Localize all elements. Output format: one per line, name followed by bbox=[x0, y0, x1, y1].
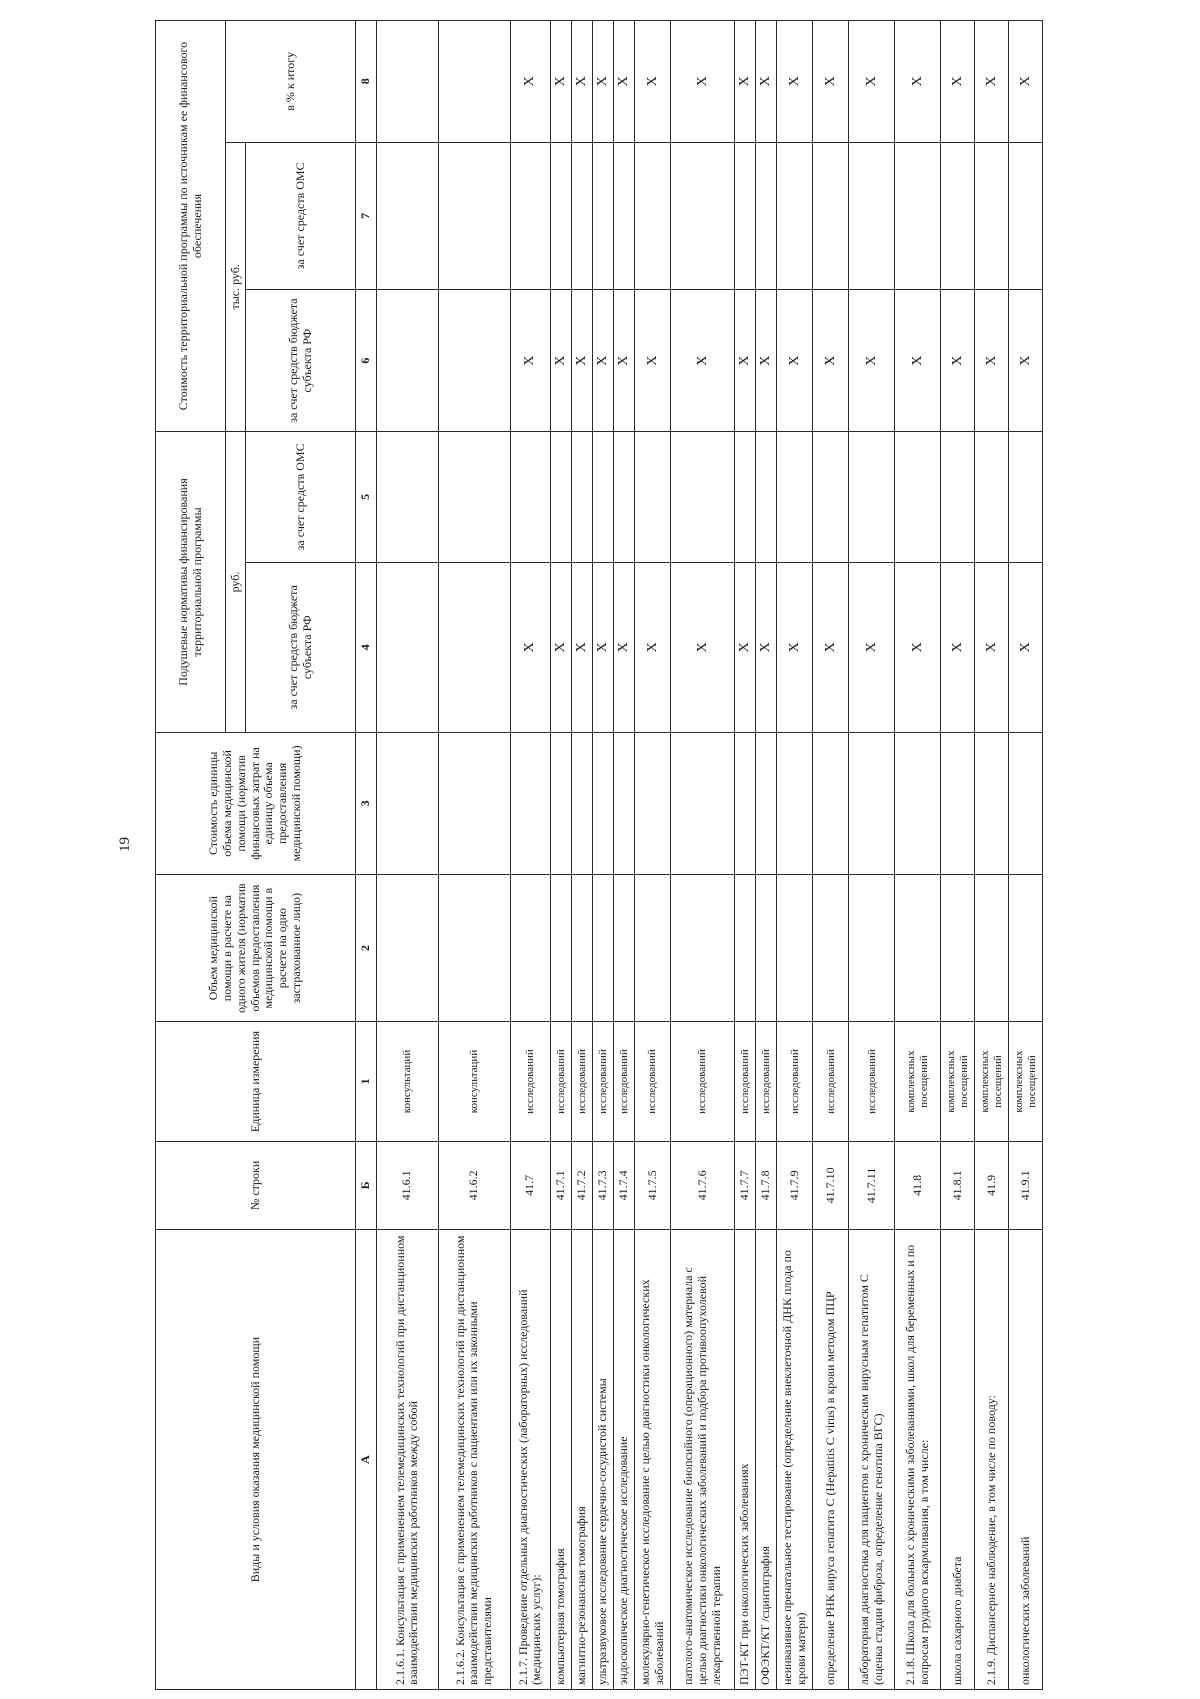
row-budget-per-capita: X bbox=[635, 562, 671, 732]
row-volume bbox=[592, 874, 613, 1022]
row-name: школа сахарного диабета bbox=[941, 1230, 975, 1690]
row-oms-cost bbox=[777, 142, 813, 290]
row-line-number: 41.7.6 bbox=[671, 1141, 735, 1230]
row-volume bbox=[813, 874, 849, 1022]
row-unit-cost bbox=[777, 732, 813, 874]
row-unit: комплексных посещений bbox=[941, 1022, 975, 1141]
row-oms-cost bbox=[614, 142, 635, 290]
row-volume bbox=[777, 874, 813, 1022]
row-line-number: 41.6.2 bbox=[438, 1141, 510, 1230]
row-percent: X bbox=[941, 21, 975, 143]
row-unit-cost bbox=[550, 732, 571, 874]
colnum-5: 5 bbox=[356, 432, 377, 563]
rotated-table-container bbox=[155, 20, 1165, 1690]
colnum-2: 2 bbox=[356, 874, 377, 1022]
row-oms-per-capita bbox=[635, 432, 671, 563]
row-unit: исследований bbox=[571, 1022, 592, 1141]
row-unit: исследований bbox=[550, 1022, 571, 1141]
row-oms-cost bbox=[438, 142, 510, 290]
header-col-4: за счет средств бюджета субъекта РФ bbox=[246, 562, 356, 732]
row-unit-cost bbox=[813, 732, 849, 874]
row-budget-per-capita: X bbox=[849, 562, 895, 732]
row-percent: X bbox=[849, 21, 895, 143]
row-unit: исследований bbox=[671, 1022, 735, 1141]
row-unit-cost bbox=[671, 732, 735, 874]
row-oms-cost bbox=[550, 142, 571, 290]
row-oms-cost bbox=[1009, 142, 1043, 290]
table-row bbox=[614, 21, 635, 1690]
row-volume bbox=[1009, 874, 1043, 1022]
header-group-45: Подушевые нормативы финансирования территориальной программы bbox=[156, 432, 226, 733]
row-name: 2.1.6.2. Консультация с применением телемедицинских технологий при дистанционном взаимодействии медицинских работников с пациентами или их законными представителями bbox=[438, 1230, 510, 1690]
colnum-b: Б bbox=[356, 1141, 377, 1230]
row-budget-cost: X bbox=[735, 290, 756, 432]
row-line-number: 41.7.10 bbox=[813, 1141, 849, 1230]
colnum-4: 4 bbox=[356, 562, 377, 732]
row-unit-cost bbox=[941, 732, 975, 874]
row-volume bbox=[510, 874, 550, 1022]
table-row bbox=[571, 21, 592, 1690]
table-row bbox=[376, 21, 438, 1690]
row-percent: X bbox=[550, 21, 571, 143]
header-col-8: в % к итогу bbox=[226, 21, 356, 143]
row-budget-cost: X bbox=[895, 290, 941, 432]
row-budget-cost: X bbox=[510, 290, 550, 432]
row-line-number: 41.8 bbox=[895, 1141, 941, 1230]
row-name: ультразвуковое исследование сердечно-сосудистой системы bbox=[592, 1230, 613, 1690]
table-row bbox=[592, 21, 613, 1690]
header-unit-67: тыс. руб. bbox=[226, 142, 246, 432]
row-oms-per-capita bbox=[671, 432, 735, 563]
row-unit: исследований bbox=[756, 1022, 777, 1141]
row-percent: X bbox=[592, 21, 613, 143]
row-unit: исследований bbox=[635, 1022, 671, 1141]
row-oms-cost bbox=[635, 142, 671, 290]
row-unit: исследований bbox=[614, 1022, 635, 1141]
row-volume bbox=[571, 874, 592, 1022]
header-group-678: Стоимость территориальной программы по источникам ее финансового обеспечения bbox=[156, 21, 226, 432]
row-oms-cost bbox=[735, 142, 756, 290]
row-oms-cost bbox=[941, 142, 975, 290]
row-budget-per-capita: X bbox=[1009, 562, 1043, 732]
row-oms-per-capita bbox=[895, 432, 941, 563]
table-row bbox=[849, 21, 895, 1690]
table-row bbox=[941, 21, 975, 1690]
row-budget-per-capita: X bbox=[550, 562, 571, 732]
table-row bbox=[438, 21, 510, 1690]
row-unit: исследований bbox=[735, 1022, 756, 1141]
row-unit-cost bbox=[895, 732, 941, 874]
row-oms-cost bbox=[571, 142, 592, 290]
row-oms-per-capita bbox=[735, 432, 756, 563]
row-line-number: 41.7.2 bbox=[571, 1141, 592, 1230]
row-budget-per-capita: X bbox=[735, 562, 756, 732]
row-unit: комплексных посещений bbox=[895, 1022, 941, 1141]
row-unit: комплексных посещений bbox=[1009, 1022, 1043, 1141]
row-name: молекулярно-генетическое исследование с целью диагностики онкологических заболеваний bbox=[635, 1230, 671, 1690]
row-unit-cost bbox=[1009, 732, 1043, 874]
colnum-6: 6 bbox=[356, 290, 377, 432]
row-oms-per-capita bbox=[941, 432, 975, 563]
row-unit-cost bbox=[510, 732, 550, 874]
row-volume bbox=[975, 874, 1009, 1022]
row-budget-cost: X bbox=[941, 290, 975, 432]
row-volume bbox=[635, 874, 671, 1022]
row-budget-per-capita bbox=[438, 562, 510, 732]
row-budget-per-capita: X bbox=[671, 562, 735, 732]
row-oms-per-capita bbox=[550, 432, 571, 563]
row-budget-cost: X bbox=[813, 290, 849, 432]
row-line-number: 41.7.7 bbox=[735, 1141, 756, 1230]
header-col-2: Объем медицинской помощи в расчете на одного жителя (норматив объемов предоставления медицинской помощи в расчете на одно застрахованное лицо) bbox=[156, 874, 356, 1022]
row-unit: исследований bbox=[592, 1022, 613, 1141]
row-unit-cost bbox=[849, 732, 895, 874]
row-line-number: 41.7.4 bbox=[614, 1141, 635, 1230]
row-budget-cost: X bbox=[571, 290, 592, 432]
row-budget-cost: X bbox=[635, 290, 671, 432]
table-row bbox=[813, 21, 849, 1690]
row-percent bbox=[438, 21, 510, 143]
colnum-a: А bbox=[356, 1230, 377, 1690]
row-budget-per-capita: X bbox=[941, 562, 975, 732]
row-budget-cost: X bbox=[756, 290, 777, 432]
row-line-number: 41.7.5 bbox=[635, 1141, 671, 1230]
row-budget-cost: X bbox=[550, 290, 571, 432]
row-budget-per-capita: X bbox=[510, 562, 550, 732]
row-budget-cost: X bbox=[777, 290, 813, 432]
row-line-number: 41.7 bbox=[510, 1141, 550, 1230]
row-unit-cost bbox=[975, 732, 1009, 874]
row-percent bbox=[376, 21, 438, 143]
row-percent: X bbox=[1009, 21, 1043, 143]
row-unit: консультаций bbox=[438, 1022, 510, 1141]
row-budget-per-capita: X bbox=[895, 562, 941, 732]
row-unit-cost bbox=[756, 732, 777, 874]
row-oms-cost bbox=[895, 142, 941, 290]
row-volume bbox=[376, 874, 438, 1022]
row-percent: X bbox=[671, 21, 735, 143]
row-unit: комплексных посещений bbox=[975, 1022, 1009, 1141]
row-oms-cost bbox=[592, 142, 613, 290]
row-volume bbox=[895, 874, 941, 1022]
table-row bbox=[635, 21, 671, 1690]
row-unit-cost bbox=[735, 732, 756, 874]
row-unit: исследований bbox=[510, 1022, 550, 1141]
financing-table bbox=[155, 20, 1043, 1690]
header-unit-45: руб. bbox=[226, 432, 246, 733]
row-oms-cost bbox=[510, 142, 550, 290]
colnum-8: 8 bbox=[356, 21, 377, 143]
row-budget-per-capita: X bbox=[975, 562, 1009, 732]
row-line-number: 41.7.9 bbox=[777, 1141, 813, 1230]
row-line-number: 41.9 bbox=[975, 1141, 1009, 1230]
row-budget-cost bbox=[438, 290, 510, 432]
row-name: 2.1.6.1. Консультация с применением телемедицинских технологий при дистанционном взаимодействии медицинских работников между собой bbox=[376, 1230, 438, 1690]
row-budget-per-capita: X bbox=[756, 562, 777, 732]
table-row bbox=[975, 21, 1009, 1690]
colnum-7: 7 bbox=[356, 142, 377, 290]
row-oms-per-capita bbox=[614, 432, 635, 563]
row-oms-cost bbox=[975, 142, 1009, 290]
table-row bbox=[756, 21, 777, 1690]
row-name: магнитно-резонансная томография bbox=[571, 1230, 592, 1690]
table-row bbox=[1009, 21, 1043, 1690]
table-row bbox=[735, 21, 756, 1690]
row-line-number: 41.7.1 bbox=[550, 1141, 571, 1230]
row-oms-cost bbox=[813, 142, 849, 290]
row-percent: X bbox=[975, 21, 1009, 143]
row-name: 2.1.7. Проведение отдельных диагностических (лабораторных) исследований (медицинских услуг): bbox=[510, 1230, 550, 1690]
row-budget-per-capita: X bbox=[777, 562, 813, 732]
row-name: эндоскопическое диагностическое исследование bbox=[614, 1230, 635, 1690]
header-col-3: Стоимость единицы объема медицинской помощи (норматив финансовых затрат на единицу объема предоставления медицинской помощи) bbox=[156, 732, 356, 874]
row-oms-per-capita bbox=[510, 432, 550, 563]
row-percent: X bbox=[635, 21, 671, 143]
row-budget-per-capita bbox=[376, 562, 438, 732]
row-volume bbox=[756, 874, 777, 1022]
row-unit: исследований bbox=[849, 1022, 895, 1141]
header-col-1: Единица измерения bbox=[156, 1022, 356, 1141]
row-budget-cost: X bbox=[592, 290, 613, 432]
row-percent: X bbox=[895, 21, 941, 143]
row-budget-cost bbox=[376, 290, 438, 432]
row-oms-per-capita bbox=[777, 432, 813, 563]
table-row bbox=[550, 21, 571, 1690]
row-oms-per-capita bbox=[1009, 432, 1043, 563]
row-oms-per-capita bbox=[376, 432, 438, 563]
row-oms-cost bbox=[756, 142, 777, 290]
row-budget-cost: X bbox=[1009, 290, 1043, 432]
row-oms-per-capita bbox=[438, 432, 510, 563]
page-number: 19 bbox=[117, 837, 133, 852]
row-volume bbox=[438, 874, 510, 1022]
row-budget-per-capita: X bbox=[614, 562, 635, 732]
row-budget-cost: X bbox=[849, 290, 895, 432]
row-budget-per-capita: X bbox=[571, 562, 592, 732]
row-unit: исследований bbox=[813, 1022, 849, 1141]
row-budget-per-capita: X bbox=[813, 562, 849, 732]
row-budget-per-capita: X bbox=[592, 562, 613, 732]
row-percent: X bbox=[571, 21, 592, 143]
header-col-5: за счет средств ОМС bbox=[246, 432, 356, 563]
row-oms-cost bbox=[671, 142, 735, 290]
row-oms-per-capita bbox=[571, 432, 592, 563]
row-name: лабораторная диагностика для пациентов с хроническим вирусным гепатитом С (оценка стадии фиброза, определение генотипа ВГС) bbox=[849, 1230, 895, 1690]
table-row bbox=[671, 21, 735, 1690]
table-row bbox=[895, 21, 941, 1690]
row-line-number: 41.7.3 bbox=[592, 1141, 613, 1230]
row-percent: X bbox=[510, 21, 550, 143]
row-name: ПЭТ-КТ при онкологических заболеваниях bbox=[735, 1230, 756, 1690]
row-unit-cost bbox=[614, 732, 635, 874]
row-name: определение РНК вируса гепатита С (Hepatitis C virus) в крови методом ПЦР bbox=[813, 1230, 849, 1690]
row-percent: X bbox=[777, 21, 813, 143]
row-volume bbox=[550, 874, 571, 1022]
header-col-b: № строки bbox=[156, 1141, 356, 1230]
row-name: 2.1.9. Диспансерное наблюдение, в том числе по поводу: bbox=[975, 1230, 1009, 1690]
header-col-6: за счет средств бюджета субъекта РФ bbox=[246, 290, 356, 432]
row-unit-cost bbox=[571, 732, 592, 874]
row-name: 2.1.8. Школа для больных с хроническими заболеваниями, школ для беременных и по вопросам грудного вскармливания, в том числе: bbox=[895, 1230, 941, 1690]
row-line-number: 41.9.1 bbox=[1009, 1141, 1043, 1230]
row-oms-per-capita bbox=[975, 432, 1009, 563]
row-budget-cost: X bbox=[975, 290, 1009, 432]
row-oms-per-capita bbox=[849, 432, 895, 563]
row-name: патолого-анатомическое исследование биопсийного (операционного) материала с целью диагностики онкологических заболеваний и подбора противоопухолевой лекарственной терапии bbox=[671, 1230, 735, 1690]
row-line-number: 41.7.8 bbox=[756, 1141, 777, 1230]
table-body bbox=[376, 21, 1043, 1690]
row-unit-cost bbox=[592, 732, 613, 874]
row-volume bbox=[849, 874, 895, 1022]
header-col-a: Виды и условия оказания медицинской помощи bbox=[156, 1230, 356, 1690]
row-budget-cost: X bbox=[671, 290, 735, 432]
row-percent: X bbox=[756, 21, 777, 143]
row-name: онкологических заболеваний bbox=[1009, 1230, 1043, 1690]
header-col-7: за счет средств ОМС bbox=[246, 142, 356, 290]
colnum-1: 1 bbox=[356, 1022, 377, 1141]
row-budget-cost: X bbox=[614, 290, 635, 432]
row-name: ОФЭКТ/КТ /сцинтиграфия bbox=[756, 1230, 777, 1690]
row-oms-per-capita bbox=[813, 432, 849, 563]
row-unit-cost bbox=[635, 732, 671, 874]
row-volume bbox=[941, 874, 975, 1022]
row-percent: X bbox=[735, 21, 756, 143]
row-oms-per-capita bbox=[592, 432, 613, 563]
row-oms-per-capita bbox=[756, 432, 777, 563]
row-volume bbox=[735, 874, 756, 1022]
row-line-number: 41.6.1 bbox=[376, 1141, 438, 1230]
row-name: компьютерная томография bbox=[550, 1230, 571, 1690]
table-row bbox=[510, 21, 550, 1690]
row-volume bbox=[671, 874, 735, 1022]
row-oms-cost bbox=[849, 142, 895, 290]
row-name: неинвазивное пренатальное тестирование (определение внеклеточной ДНК плода по крови матери) bbox=[777, 1230, 813, 1690]
row-line-number: 41.7.11 bbox=[849, 1141, 895, 1230]
row-unit: исследований bbox=[777, 1022, 813, 1141]
row-percent: X bbox=[813, 21, 849, 143]
row-unit-cost bbox=[376, 732, 438, 874]
row-unit-cost bbox=[438, 732, 510, 874]
row-percent: X bbox=[614, 21, 635, 143]
row-oms-cost bbox=[376, 142, 438, 290]
colnum-3: 3 bbox=[356, 732, 377, 874]
row-line-number: 41.8.1 bbox=[941, 1141, 975, 1230]
row-unit: консультаций bbox=[376, 1022, 438, 1141]
row-volume bbox=[614, 874, 635, 1022]
table-row bbox=[777, 21, 813, 1690]
